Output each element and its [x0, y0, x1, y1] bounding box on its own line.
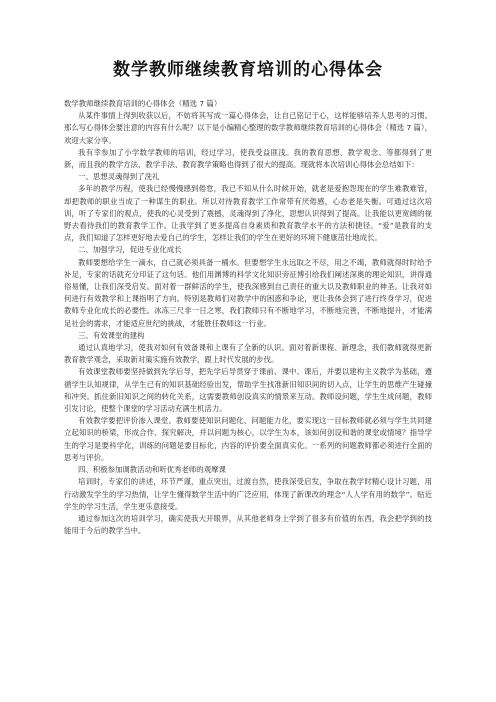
section-paragraph: 培训时，专家们的讲述，环节严谨，重点突出，过渡自然，使我深受启发，争取在教学时精心设计习题，用行动激发学生的学习热情，让学生懂得数学生活中的广泛应用，体现了新课改的理念“人人学有用的数学”。贴近学生的学习生活，学生更乐意接受。	[64, 477, 432, 511]
section-paragraph: 教师要想给学生一滴水，自己就必须具备一桶水。但要想学生永远取之不尽，用之不竭，教师就得时时给予补足，专家的话就充分印证了这句话。他们用渊博的科学文化知识旁征博引给我们阐述深奥的理论知识，讲得通俗易懂，让我们深受启发。面对着一群鲜活的学生，使我深感到自己责任的重大以及教师职业的神圣。让我对如何进行有效教学和上课指明了方向。特别是教师们对教学中的困惑和争论，更让我体会到了进行终身学习，促进教师专业化成长的必要性。冰冻三尺非一日之寒，我们教师只有不断地学习，不断地完善，不断地提升，才能满足社会的需求，才能适应世纪的挑战，才能胜任教师这一行业。	[64, 257, 432, 328]
intro-paragraph: 我有幸参加了小学数学教师的培训，经过学习，使我受益匪浅。我的教育思想、教学观念、等都得到了更新，而且我的教学方法、教学手法、教育教学策略也得到了很大的提高。现就将本次培训心得体会总结如下：	[64, 147, 432, 170]
section-paragraph: 有效教学要把评价渗入课堂。教师要使知识问题化、问题能力化，要实现这一目标教师就必须与学生共同建立起知识的桥梁，形成合作、探究解决，并以问题为核心，以学生为本，该如何创设和谐的课堂或情境？指导学生的学习是要科学化，训练的问题是要目标化，内容的评价要全面真实化。一系列的问题教师都必须进行全面的思考与评价。	[64, 416, 432, 462]
section-heading: 二、加强学习，促进专业化成长	[78, 245, 182, 255]
document-subtitle: 数学教师继续教育培训的心得体会（精选 7 篇）	[64, 99, 222, 108]
document-title: 数学教师继续教育培训的心得体会	[113, 60, 383, 80]
section-paragraph: 多年的教学历程，使我已经慢慢感到倦怠，我已不知从什么时候开始，就老是爱抱怨现在的学生难教难管，却把教师的职业当成了一种谋生的职业。所以对待教育教学工作常带有厌倦感，心态老是失衡。可通过这次培训，听了专家们的观点，使我的心灵受到了震撼，灵魂得到了净化，思想认识得到了提高。让我能以更宽阔的视野去看待我们的教育教学工作。让我学到了更多提高自身素质和教育教学水平的方法和捷径。“爱”是教育的支点，我们知道了怎样更好地去爱自己的学生，怎样让我们的学生在更好的环境下健康茁壮地成长。	[64, 184, 432, 243]
intro-paragraph: 从某件事情上得到收获以后，不妨将其写成一篇心得体会，让自己铭记于心，这样能够培养人思考的习惯。那么写心得体会要注意的内容有什么呢？以下是小编精心整理的数学教师继续教育培训的心得体会（精选 7 篇），欢迎大家分享。	[64, 111, 432, 145]
section-heading: 三、有效课堂的建构	[78, 330, 145, 340]
section-paragraph: 通过认真地学习，使我对如何有效备课和上课有了全新的认识。面对着新课程、新理念，我们教师就得更新教育教学观念，采取新对策实施有效教学，跟上时代发展的步伐。	[64, 343, 432, 365]
section-paragraph: 通过参加这次的培训学习，确实使我大开眼界，从其他老师身上学到了很多有价值的东西，我会把学到的技能用于今后的教学当中。	[64, 513, 432, 536]
section-heading: 一、思想灵魂得到了洗礼	[78, 172, 160, 182]
document-body	[64, 98, 432, 537]
section-paragraph: 有效课堂教师要坚持做到先学后导，把先学后导贯穿于课前、课中、课后，并要以建构主义教学为基础，遵循学生认知规律，从学生已有的知识基础经验出发，帮助学生找准新旧知识间的切入点，让学生的思维产生碰撞和冲突。抓住新旧知识之间的转化关系，这需要教师创设真实的情景来互动。教师设问题，学生生成问题，教师引发讨论，使整个课堂的学习活动充满生机活力。	[64, 367, 432, 414]
section-heading: 四、积极参加调教活动和听优秀老师的观摩课	[78, 465, 226, 475]
